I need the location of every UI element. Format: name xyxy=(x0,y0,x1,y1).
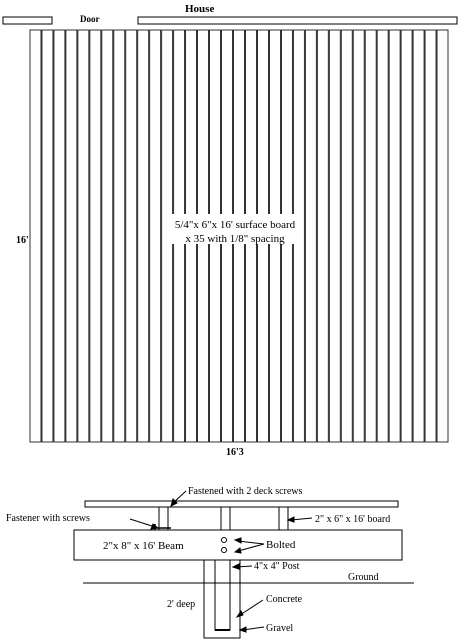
post xyxy=(215,560,230,630)
bolt-note: Bolted xyxy=(266,539,296,551)
board-note-line2: x 35 with 1/8" spacing xyxy=(185,233,285,245)
surface-board xyxy=(317,30,328,442)
depth-note: 2' deep xyxy=(167,599,196,610)
surface-board xyxy=(102,30,113,442)
house-wall-segment xyxy=(138,17,457,24)
surface-board xyxy=(30,30,41,442)
surface-board xyxy=(353,30,364,442)
top-fastener-note: Fastened with 2 deck screws xyxy=(188,486,303,497)
surface-board xyxy=(437,30,448,442)
surface-board xyxy=(126,30,137,442)
house-label: House xyxy=(185,3,215,15)
gravel-note: Gravel xyxy=(266,623,294,634)
length-dimension-label: 16' xyxy=(16,235,29,246)
joist-right xyxy=(279,507,288,530)
surface-board xyxy=(365,30,376,442)
surface-board xyxy=(90,30,101,442)
door-label: Door xyxy=(80,14,100,24)
beam-note: 2"x 8" x 16' Beam xyxy=(103,540,184,552)
bolt-lower xyxy=(222,548,227,553)
joist-note: 2" x 6" x 16' board xyxy=(315,514,391,525)
surface-board xyxy=(389,30,400,442)
surface-board xyxy=(42,30,53,442)
surface-board-section xyxy=(85,501,398,507)
surface-board xyxy=(138,30,149,442)
width-dimension-label: 16'3 xyxy=(226,447,244,458)
surface-board xyxy=(341,30,352,442)
surface-board xyxy=(114,30,125,442)
surface-board xyxy=(413,30,424,442)
surface-board xyxy=(305,30,316,442)
door-wall-segment xyxy=(3,17,52,24)
surface-board xyxy=(377,30,388,442)
fastener-screws-note: Fastener with screws xyxy=(6,513,90,524)
ground-note: Ground xyxy=(348,572,379,583)
concrete-note: Concrete xyxy=(266,594,303,605)
joist-left xyxy=(159,507,168,530)
surface-board xyxy=(54,30,65,442)
board-note-line1: 5/4"x 6"x 16' surface board xyxy=(174,219,296,231)
bolt-upper xyxy=(222,538,227,543)
post-note: 4"x 4" Post xyxy=(254,561,300,572)
surface-board xyxy=(425,30,436,442)
surface-board xyxy=(401,30,412,442)
surface-board xyxy=(150,30,161,442)
surface-board xyxy=(329,30,340,442)
joist-middle xyxy=(221,507,230,530)
surface-board xyxy=(66,30,77,442)
surface-board xyxy=(78,30,89,442)
